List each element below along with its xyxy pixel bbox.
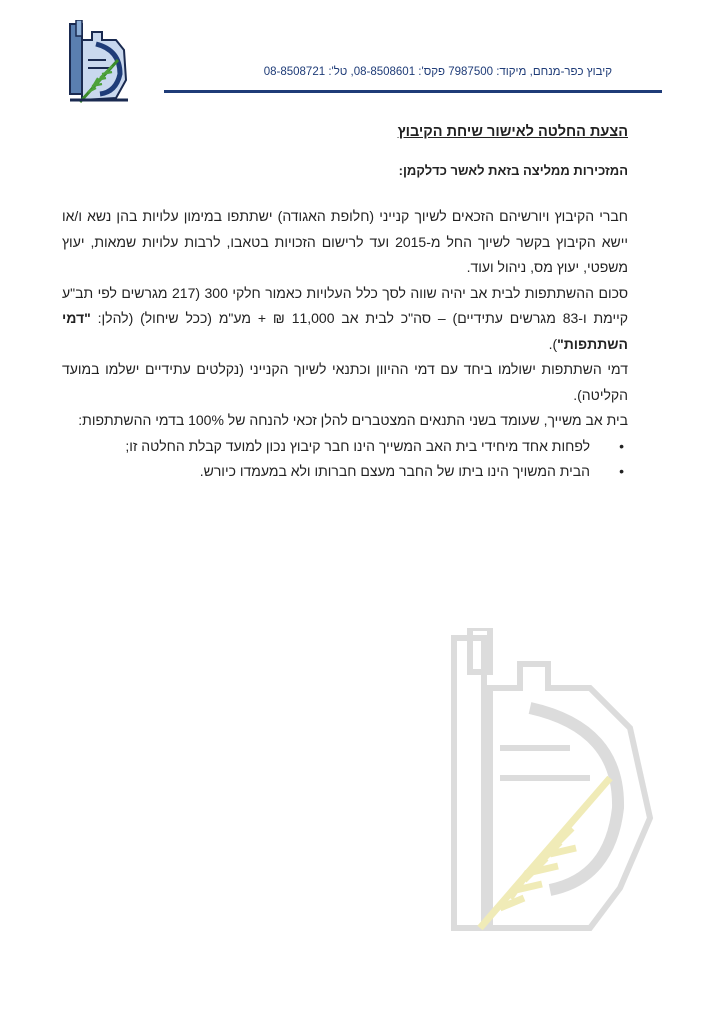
paragraph-participation-costs: חברי הקיבוץ ויורשיהם הזכאים לשיוך קנייני (חלופת האגודה) ישתתפו במימון עלויות בהן נשא ו/או יישא הקיבוץ בקשר לשיוך החל מ-2015 ועד לרישום הזכויות בטאבו, לרבות עלויות שמאות, יעוץ משפטי, יעוץ מס, ניהול ועוד. (62, 208, 628, 275)
list-item-text: הבית המשויך הינו ביתו של החבר מעצם חברותו ולא במעמדו כיורש. (199, 463, 590, 479)
bullet-icon: • (619, 463, 624, 479)
paragraph-payment-timing: דמי השתתפות ישולמו ביחד עם דמי ההיוון וכתנאי לשיוך הקנייני (נקלטים עתידיים ישלמו במועד הקליטה). (62, 361, 628, 403)
bullet-icon: • (619, 437, 624, 454)
paragraph-amount-end: ). (548, 335, 558, 352)
kibbutz-logo (66, 20, 132, 106)
document-title: הצעת החלטה לאישור שיחת הקיבוץ (397, 124, 628, 140)
logo-watermark (440, 628, 670, 938)
document-subtitle: המזכירות ממליצה בזאת לאשר כדלקמן: (398, 163, 628, 178)
resolution-document (62, 120, 628, 485)
list-item (62, 459, 628, 485)
header-divider (164, 90, 662, 93)
participation-fee-term: "דמי השתתפות" (62, 310, 628, 352)
list-item (62, 434, 628, 460)
paragraph-amount-text: סכום ההשתתפות לבית אב יהיה שווה לסך כלל העלויות כאמור חלקי 300 (217 מגרשים לפי תב"ע קיימת ו-83 מגרשים עתידיים) – סה"כ לבית אב 11,000 ₪ + מע"מ (ככל שיחול) (להלן: (62, 284, 628, 326)
paragraph-participation-amount (62, 281, 628, 358)
paragraph-discount: בית אב משייך, שעומד בשני התנאים המצטברים להלן זכאי להנחה של 100% בדמי ההשתתפות: (78, 412, 628, 428)
list-item-text: לפחות אחד מיחידי בית האב המשייך הינו חבר קיבוץ נכון למועד קבלת החלטה זו; (125, 437, 590, 454)
discount-conditions-list (62, 434, 628, 485)
contact-line: קיבוץ כפר-מנחם, מיקוד: 7987500 פקס': 08-8508601, טל': 08-8508721 (263, 66, 612, 78)
